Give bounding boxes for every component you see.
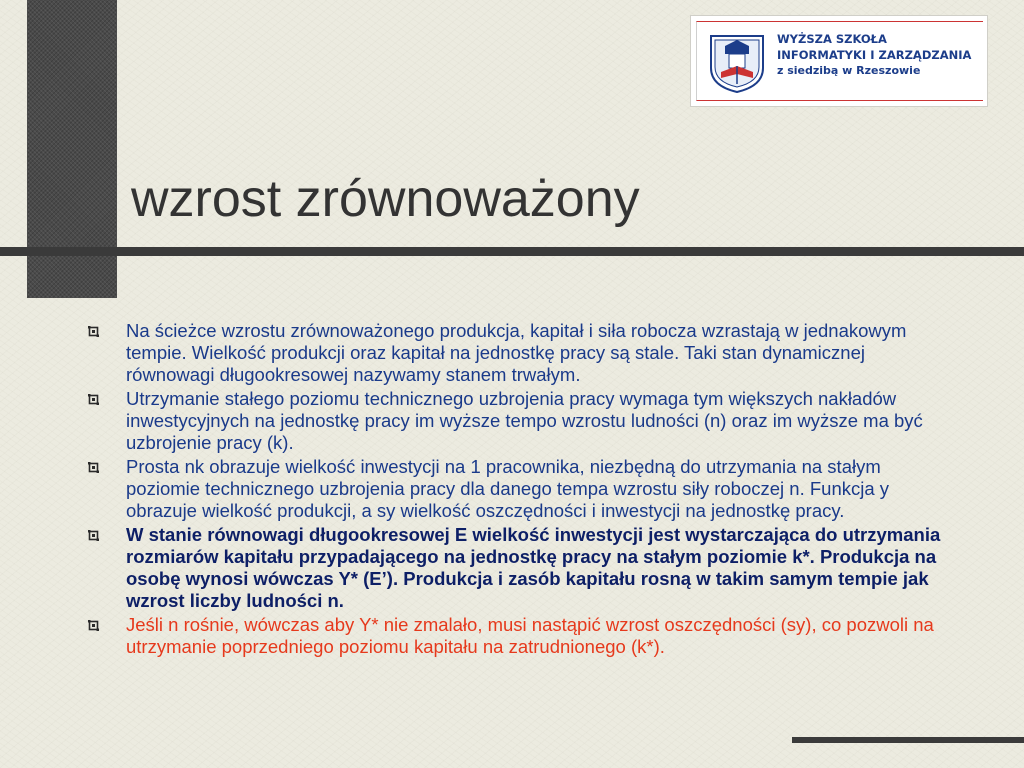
- bullet-text: W stanie równowagi długookresowej E wielkość inwestycji jest wystarczająca do utrzymania rozmiarów kapitału przypadającego na jednostkę pracy na stałym poziomie k*. Produkcja na osobę wynosi wówczas Y* (E’). Produkcja i zasób kapitału rosną w takim samym tempie jak wzrost liczby ludności n.: [126, 524, 941, 611]
- bullet-text: Jeśli n rośnie, wówczas aby Y* nie zmalało, musi nastąpić wzrost oszczędności (sy), co pozwoli na utrzymanie poprzedniego poziomu kapitału na zatrudnionego (k*).: [126, 614, 934, 657]
- bullet-text: Utrzymanie stałego poziomu technicznego uzbrojenia pracy wymaga tym większych nakładów inwestycyjnych na jednostkę pracy im wyższe tempo wzrostu ludności (n) oraz im wyższe ma być uzbrojenie pracy (k).: [126, 388, 923, 453]
- square-bullet-icon: [88, 462, 99, 473]
- logo-line-3: z siedzibą w Rzeszowie: [777, 64, 921, 77]
- university-logo: [690, 15, 988, 107]
- bullet-item: [86, 388, 946, 454]
- bullet-item-bold: [86, 524, 946, 612]
- slide-title: wzrost zrównoważony: [131, 170, 640, 228]
- square-bullet-icon: [88, 394, 99, 405]
- square-bullet-icon: [88, 326, 99, 337]
- footer-divider: [792, 737, 1024, 743]
- university-emblem-icon: [707, 32, 767, 94]
- logo-inner-frame: [696, 21, 983, 101]
- logo-text: [777, 31, 971, 79]
- square-bullet-icon: [88, 530, 99, 541]
- square-bullet-icon: [88, 620, 99, 631]
- bullet-text: Na ścieżce wzrostu zrównoważonego produkcja, kapitał i siła robocza wzrastają w jednakowym tempie. Wielkość produkcji oraz kapitał na jednostkę pracy są stale. Taki stan dynamicznej równowagi długookresowej nazywamy stanem trwałym.: [126, 320, 907, 385]
- logo-line-2: INFORMATYKI I ZARZĄDZANIA: [777, 48, 972, 62]
- bullet-item-highlight: [86, 614, 946, 658]
- title-divider: [0, 247, 1024, 256]
- bullet-text: Prosta nk obrazuje wielkość inwestycji na 1 pracownika, niezbędną do utrzymania na stałym poziomie technicznego uzbrojenia pracy dla danego tempa wzrostu siły roboczej n. Funkcja y obrazuje wielkość produkcji, a sy wielkość oszczędności i inwestycji na jednostkę pracy.: [126, 456, 890, 521]
- logo-line-1: WYŻSZA SZKOŁA: [777, 32, 887, 46]
- bullet-item: [86, 456, 946, 522]
- bullet-item: [86, 320, 946, 386]
- bullet-list: [86, 320, 946, 660]
